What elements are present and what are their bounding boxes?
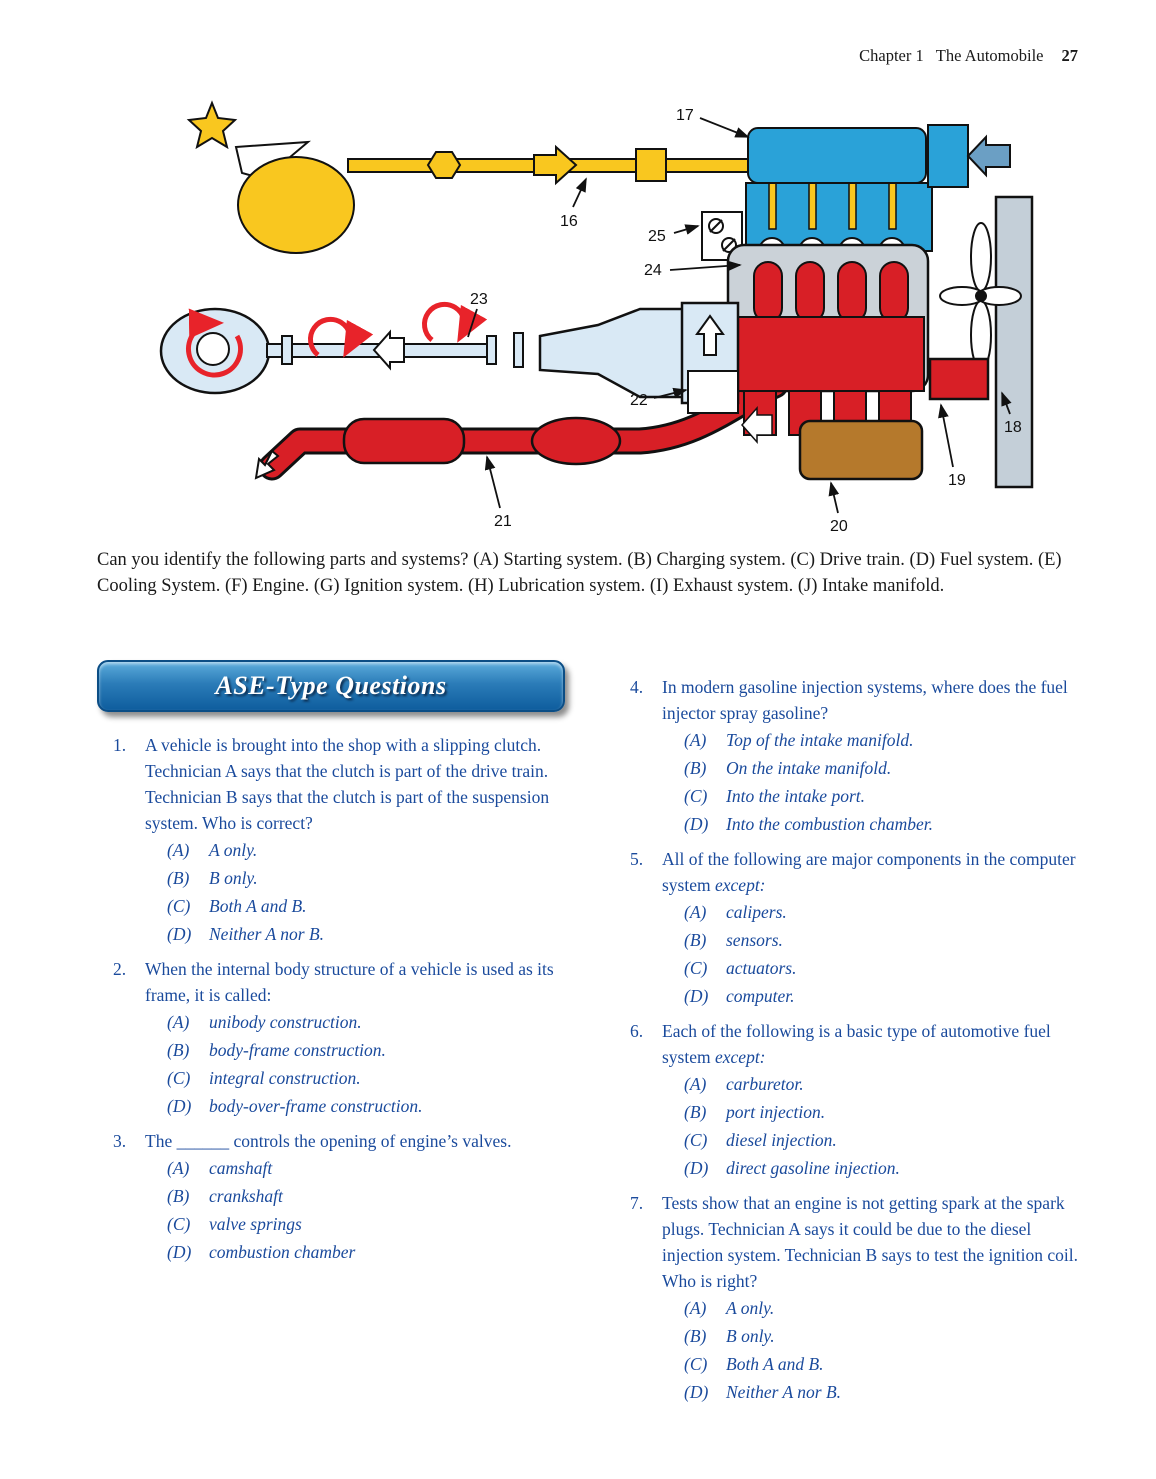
current-flow-arrow — [534, 147, 576, 183]
question-3 — [113, 1128, 565, 1266]
option: (A) camshaft — [167, 1158, 273, 1178]
u-joint — [514, 333, 523, 367]
engine-block-shapes — [728, 245, 928, 479]
svg-text:16: 16 — [560, 213, 578, 230]
oil-pan — [800, 421, 922, 479]
questions-left — [97, 732, 565, 1266]
u-joint — [282, 336, 292, 364]
figure-caption: Can you identify the following parts and systems? (A) Starting system. (B) Charging system. (C) Drive train. (D) Fuel system. (E) Cooling System. (F) Engine. (G) Ignition system. (H) Lubrication system. (I) Exhaust system. (J) Intake manifold. — [97, 550, 1062, 597]
page-number: 27 — [1061, 46, 1078, 65]
option: (D) direct gasoline injection. — [684, 1158, 900, 1178]
option: (D) Into the combustion chamber. — [684, 814, 934, 834]
spark-plug-wire — [889, 181, 896, 229]
callout-24 — [644, 262, 740, 279]
option: (C) integral construction. — [167, 1068, 361, 1088]
option: (B) sensors. — [684, 930, 783, 950]
question-text: The ______ controls the opening of engine’s valves. — [145, 1131, 512, 1151]
question-4 — [630, 674, 1080, 838]
ase-questions-banner — [97, 660, 565, 712]
svg-text:25: 25 — [648, 228, 666, 245]
power-flow-arrow — [374, 332, 404, 368]
question-1 — [113, 732, 565, 948]
question-number: 4. — [630, 677, 644, 697]
option: (C) valve springs — [167, 1214, 302, 1234]
transmission — [540, 309, 686, 397]
spark-plug-wire — [849, 181, 856, 229]
question-text: Each of the following is a basic type of automotive fuel system except: — [662, 1021, 1051, 1067]
callout-19 — [941, 405, 966, 489]
question-number: 2. — [113, 959, 127, 979]
fuse-box — [636, 149, 666, 181]
svg-text:19: 19 — [948, 472, 966, 489]
option: (C) Into the intake port. — [684, 786, 866, 806]
muffler — [344, 419, 464, 463]
option: (A) Top of the intake manifold. — [684, 730, 914, 750]
option: (D) Neither A nor B. — [684, 1382, 842, 1402]
intake-runner — [754, 262, 782, 322]
option: (D) body-over-frame construction. — [167, 1096, 423, 1116]
svg-text:20: 20 — [830, 518, 848, 535]
question-text: A vehicle is brought into the shop with a slipping clutch. Technician A says that the clutch is part of the drive train. Technician B says that the clutch is part of the suspension system. Who is correct? — [145, 735, 550, 833]
option: (B) On the intake manifold. — [684, 758, 892, 778]
intake-runner — [838, 262, 866, 322]
option: (B) body-frame construction. — [167, 1040, 386, 1060]
callout-16 — [560, 179, 586, 230]
chapter-title: Chapter 1 The Automobile — [859, 46, 1044, 65]
callout-17 — [676, 107, 748, 137]
option: (A) calipers. — [684, 902, 787, 922]
air-inlet-box — [928, 125, 968, 187]
option: (D) computer. — [684, 986, 795, 1006]
question-text: When the internal body structure of a vehicle is used as its frame, it is called: — [145, 959, 554, 1005]
svg-text:22: 22 — [630, 392, 648, 409]
option: (D) Neither A nor B. — [167, 924, 325, 944]
question-text: All of the following are major components in the computer system except: — [662, 849, 1076, 895]
question-7 — [630, 1190, 1080, 1406]
svg-text:23: 23 — [470, 291, 488, 308]
option: (B) B only. — [684, 1326, 775, 1346]
callout-21 — [487, 457, 512, 530]
valve-cover — [748, 128, 926, 183]
intake-runner — [880, 262, 908, 322]
engine-systems-diagram — [0, 85, 1156, 557]
option: (C) diesel injection. — [684, 1130, 837, 1150]
coolant-pump-box — [930, 359, 988, 399]
option: (B) crankshaft — [167, 1186, 283, 1206]
question-number: 6. — [630, 1021, 644, 1041]
option: (D) combustion chamber — [167, 1242, 356, 1262]
questions-right — [630, 674, 1080, 1406]
charging-system-shapes — [189, 103, 752, 253]
cooling-system-shapes — [930, 197, 1032, 487]
option: (C) actuators. — [684, 958, 797, 978]
question-number: 7. — [630, 1193, 644, 1213]
question-text: Tests show that an engine is not getting spark at the spark plugs. Technician A says it could be due to the diesel injection system. Technician B says to test the ignition coil. Who is right? — [662, 1193, 1078, 1291]
option: (A) carburetor. — [684, 1074, 804, 1094]
intake-air-arrow — [968, 137, 1010, 175]
page-header — [859, 46, 1078, 66]
question-2 — [113, 956, 565, 1120]
banner-title: ASE-Type Questions — [215, 671, 447, 700]
svg-text:17: 17 — [676, 107, 694, 124]
starburst-icon — [189, 103, 235, 147]
engine-upper-shapes — [746, 125, 1010, 264]
cylinder-bank — [734, 317, 924, 391]
question-5 — [630, 846, 1080, 1010]
intake-runner — [796, 262, 824, 322]
drive-train-shapes — [161, 303, 738, 413]
question-number: 3. — [113, 1131, 127, 1151]
option: (B) port injection. — [684, 1102, 826, 1122]
starter-box — [688, 371, 738, 413]
svg-text:21: 21 — [494, 513, 512, 530]
callout-25 — [648, 226, 698, 245]
generator-shape — [238, 157, 354, 253]
radiator — [996, 197, 1032, 487]
question-6 — [630, 1018, 1080, 1182]
svg-text:24: 24 — [644, 262, 662, 279]
rotation-arrow-icon — [424, 304, 464, 340]
option: (C) Both A and B. — [167, 896, 307, 916]
hex-connector — [428, 152, 460, 178]
resonator — [532, 418, 620, 464]
right-column — [630, 674, 1080, 1414]
question-number: 5. — [630, 849, 644, 869]
option: (A) A only. — [167, 840, 258, 860]
spark-plug-wire — [769, 181, 776, 229]
callout-20 — [830, 483, 848, 535]
u-joint — [487, 336, 496, 364]
option: (C) Both A and B. — [684, 1354, 824, 1374]
axle-hub — [197, 333, 229, 365]
svg-text:18: 18 — [1004, 419, 1022, 436]
option: (A) A only. — [684, 1298, 775, 1318]
question-number: 1. — [113, 735, 127, 755]
question-text: In modern gasoline injection systems, where does the fuel injector spray gasoline? — [662, 677, 1068, 723]
spark-plug-wire — [809, 181, 816, 229]
option: (B) B only. — [167, 868, 258, 888]
option: (A) unibody construction. — [167, 1012, 362, 1032]
callout-23 — [468, 291, 488, 337]
left-column — [97, 660, 565, 1274]
